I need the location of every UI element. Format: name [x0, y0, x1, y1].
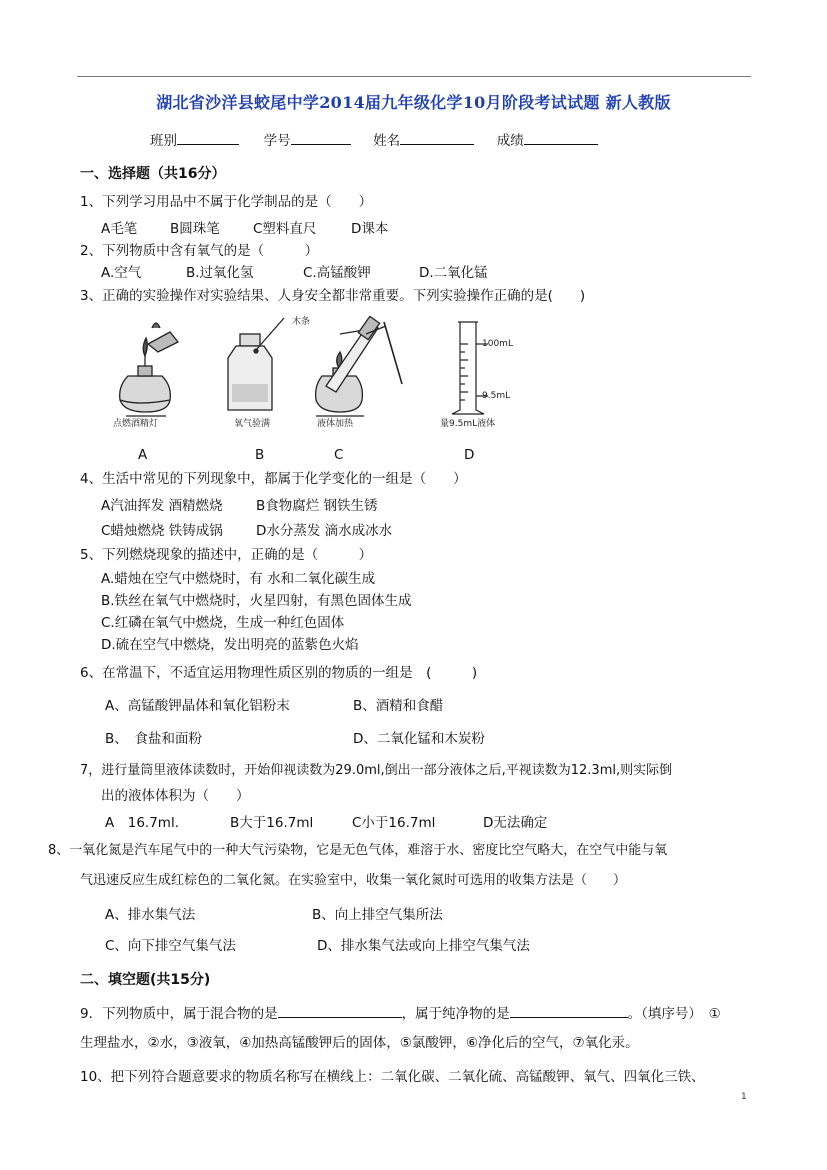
q7-stem-line1: 7，进行量筒里液体读数时，开始仰视读数为29.0ml,倒出一部分液体之后,平视读数为12.3ml,则实际倒	[80, 763, 673, 778]
q3-caption-c: 液体加热	[317, 419, 354, 429]
q7-option-c[interactable]: C小于16.7ml	[352, 815, 436, 831]
q5-option-c[interactable]: C.红磷在氧气中燃烧，生成一种红色固体	[101, 615, 345, 631]
q1-option-b[interactable]: B圆珠笔	[170, 221, 220, 237]
q1-stem: 1、下列学习用品中不属于化学制品的是（ ）	[80, 194, 373, 210]
q1-option-d[interactable]: D课本	[351, 221, 389, 237]
q9-blank-mixture[interactable]	[278, 1003, 402, 1018]
field-name-blank[interactable]	[400, 130, 474, 145]
q7-option-a[interactable]: A 16.7ml.	[105, 815, 179, 831]
q6-option-a[interactable]: A、高锰酸钾晶体和氧化铝粉末	[105, 698, 290, 714]
q9-line1	[80, 1003, 721, 1023]
q2-stem-text: 2、下列物质中含有氧气的是（ ）	[80, 243, 319, 259]
q6-option-b[interactable]: B、酒精和食醋	[353, 698, 444, 714]
field-score-blank[interactable]	[524, 130, 598, 145]
q6-option-c[interactable]: B、 食盐和面粉	[105, 731, 203, 747]
q3-stem: 3、正确的实验操作对实验结果、人身安全都非常重要。下列实验操作正确的是( )	[80, 288, 586, 304]
q3-letter-d[interactable]: D	[464, 447, 475, 463]
q6-option-d[interactable]: D、二氧化锰和木炭粉	[353, 731, 485, 747]
q7-option-b[interactable]: B大于16.7ml	[230, 815, 314, 831]
q8-option-b[interactable]: B、向上排空气集所法	[312, 907, 443, 923]
q6-stem: 6、在常温下，不适宜运用物理性质区别的物质的一组是 ( )	[80, 665, 478, 681]
field-id-blank[interactable]	[291, 130, 351, 145]
q3-letter-b[interactable]: B	[255, 447, 265, 463]
q2-option-a[interactable]: A.空气	[101, 265, 142, 281]
q3-stick-label: 木条	[292, 317, 311, 327]
field-id-label: 学号	[263, 133, 291, 149]
q1-option-c[interactable]: C塑料直尺	[253, 221, 317, 237]
q3-cylinder-100: 100mL	[482, 339, 513, 349]
info-fields	[150, 130, 598, 150]
q7-stem-line2: 出的液体体积为（ ）	[101, 788, 250, 804]
q8-option-a[interactable]: A、排水集气法	[105, 907, 196, 923]
q2-option-b[interactable]: B.过氧化氢	[186, 265, 254, 281]
q3-cylinder-95: 9.5mL	[482, 391, 511, 401]
q9-text-c: 。（填序号） ①	[627, 1006, 721, 1022]
figure-a-lamp	[120, 323, 178, 416]
exam-title: 湖北省沙洋县蛟尾中学2014届九年级化学10月阶段考试试题 新人教版	[156, 93, 671, 112]
q7-option-d[interactable]: D无法确定	[483, 815, 548, 831]
q4-option-a[interactable]: A汽油挥发 酒精燃烧	[101, 498, 223, 514]
q8-option-d[interactable]: D、排水集气法或向上排空气集气法	[317, 938, 530, 954]
figure-c-heating	[316, 316, 402, 416]
q9-line2: 生理盐水，②水，③液氧，④加热高锰酸钾后的固体，⑤氯酸钾，⑥净化后的空气，⑦氧化汞。	[80, 1035, 639, 1051]
q3-caption-b: 氧气验满	[234, 419, 271, 429]
q8-option-c[interactable]: C、向下排空气集气法	[105, 938, 236, 954]
section-heading-fill: 二、填空题(共15分)	[80, 972, 211, 988]
q5-option-a[interactable]: A.蜡烛在空气中燃烧时，有 水和二氧化碳生成	[101, 571, 376, 587]
q8-stem-line2: 气迅速反应生成红棕色的二氧化氮。在实验室中，收集一氧化氮时可选用的收集方法是（ ）	[80, 873, 627, 888]
field-class-blank[interactable]	[177, 130, 239, 145]
q4-option-b[interactable]: B食物腐烂 钢铁生锈	[256, 498, 378, 514]
q1-option-a[interactable]: A毛笔	[101, 221, 138, 237]
field-class-label: 班别	[150, 133, 177, 149]
q4-option-d[interactable]: D水分蒸发 滴水成冰水	[256, 523, 393, 539]
figure-b-bottle	[228, 318, 284, 410]
q5-option-d[interactable]: D.硫在空气中燃烧，发出明亮的蓝紫色火焰	[101, 637, 359, 653]
section-heading-choice: 一、选择题（共16分）	[80, 166, 226, 182]
q4-stem: 4、生活中常见的下列现象中，都属于化学变化的一组是（ ）	[80, 471, 467, 487]
q9-text-a: 9．下列物质中，属于混合物的是	[80, 1006, 278, 1022]
q4-option-c[interactable]: C蜡烛燃烧 铁铸成锅	[101, 523, 223, 539]
page-number: 1	[741, 1092, 747, 1102]
q10-stem: 10、把下列符合题意要求的物质名称写在横线上：二氧化碳、二氧化硫、高锰酸钾、氧气、四氧化三铁、	[80, 1069, 705, 1085]
q8-stem-line1: 8、一氧化氮是汽车尾气中的一种大气污染物，它是无色气体，难溶于水、密度比空气略大，在空气中能与氧	[48, 843, 668, 858]
q2-option-c[interactable]: C.高锰酸钾	[303, 265, 371, 281]
q3-caption-d: 量9.5mL液体	[440, 419, 496, 429]
q3-letter-c[interactable]: C	[334, 447, 344, 463]
q5-stem: 5、下列燃烧现象的描述中，正确的是（ ）	[80, 547, 373, 563]
header-rule	[77, 76, 751, 77]
field-name-label: 姓名	[373, 133, 401, 149]
q3-letter-a[interactable]: A	[138, 447, 148, 463]
q2-option-d[interactable]: D.二氧化锰	[419, 265, 488, 281]
q5-option-b[interactable]: B.铁丝在氧气中燃烧时，火星四射，有黑色固体生成	[101, 593, 412, 609]
q9-blank-pure[interactable]	[510, 1003, 628, 1018]
q3-caption-a: 点燃酒精灯	[113, 419, 159, 429]
q9-text-b: ，属于纯净物的是	[401, 1006, 510, 1022]
field-score-label: 成绩	[496, 133, 524, 149]
